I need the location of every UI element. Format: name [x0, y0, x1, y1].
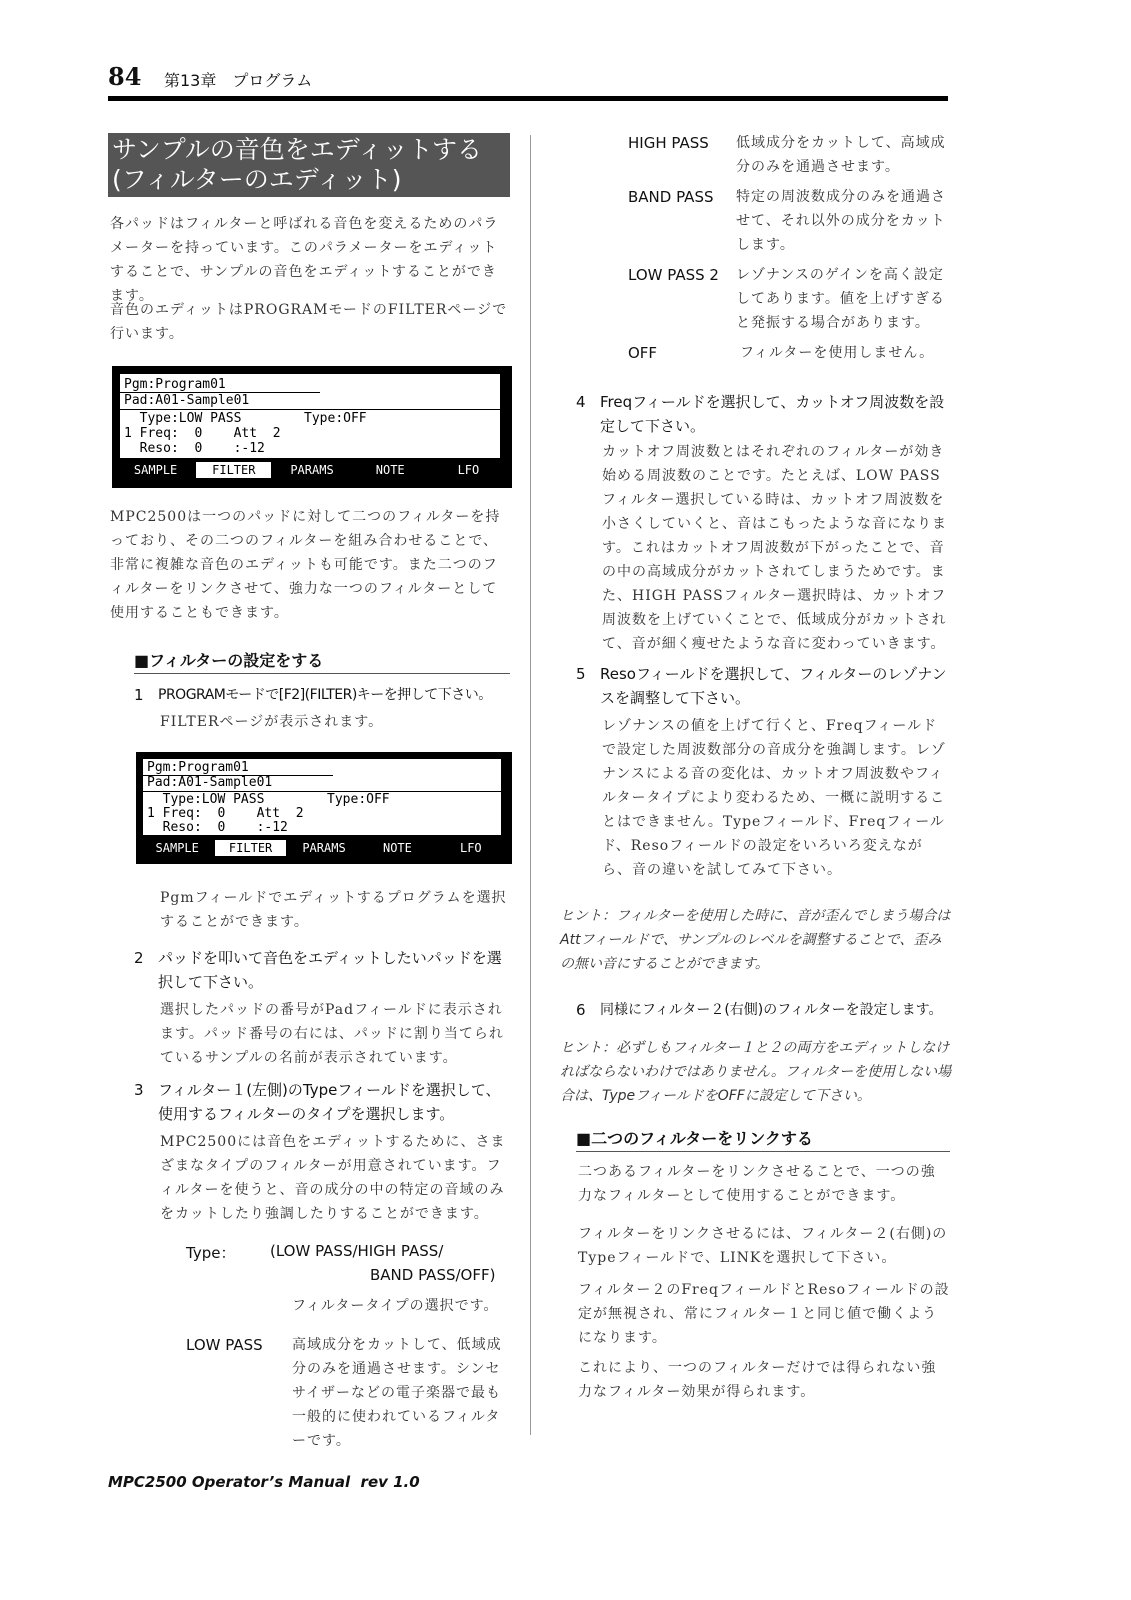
- lcd-tab-bar: [142, 840, 506, 856]
- link-paragraph-3: フィルター２のFreqフィールドとResoフィールドの設定が無視され、常にフィルター１と同じ値で働くようになります。: [578, 1282, 950, 1346]
- header-rule: [108, 96, 948, 101]
- section-title-line1: サンプルの音色をエディットする: [112, 135, 483, 164]
- step-number: 3: [134, 1081, 144, 1099]
- lcd-type-line: Type:LOW PASS Type:OFF: [124, 411, 367, 426]
- step-text: Resoフィールドを選択して、フィルターのレゾナンスを調整して下さい。: [600, 665, 947, 707]
- lcd-pad-line: Pad:A01-Sample01: [124, 393, 250, 408]
- footer-manual-title: MPC2500 Operator’s Manual rev 1.0: [108, 1473, 420, 1491]
- step-5: [576, 662, 952, 710]
- lcd-divider: [120, 409, 500, 410]
- step-text: Freqフィールドを選択して、カットオフ周波数を設定して下さい。: [600, 393, 945, 435]
- step-6: [576, 998, 956, 1022]
- filter-type-desc-off: フィルターを使用しません。: [740, 345, 935, 361]
- lcd-tab-filter: FILTER: [196, 462, 271, 478]
- lcd-pad-line: Pad:A01-Sample01: [147, 775, 273, 790]
- paragraph-dual-filter: MPC2500は一つのパッドに対して二つのフィルターを持っており、その二つのフィルターを組み合わせることで、非常に複雑な音色のエディットも可能です。また二つのフィルターをリンクさせて、強力な一つのフィルターとして使用することもできます。: [110, 509, 501, 621]
- link-paragraph-2: フィルターをリンクさせるには、フィルター２(右側)のTypeフィールドで、LINKを選択して下さい。: [578, 1226, 948, 1266]
- section-heading-filter-setup: ■フィルターの設定をする: [134, 648, 510, 674]
- type-param-label: Type：: [186, 1244, 236, 1262]
- filter-type-desc-bandpass: 特定の周波数成分のみを通過させて、それ以外の成分をカットします。: [736, 189, 946, 253]
- step-number: 4: [576, 393, 586, 411]
- lcd-tab-lfo: LFO: [459, 841, 482, 855]
- step-2-detail: 選択したパッドの番号がPadフィールドに表示されます。パッド番号の右には、パッドに割り当てられているサンプルの名前が表示されています。: [160, 1002, 504, 1066]
- filter-type-name-off: OFF: [628, 344, 658, 362]
- lcd-tab-bar: [118, 462, 506, 478]
- chapter-title: 第13章 プログラム: [164, 71, 313, 90]
- step-text: PROGRAMモードで[F2](FILTER)キーを押して下さい。: [158, 687, 492, 703]
- filter-type-desc-lowpass2: レゾナンスのゲインを高く設定してあります。値を上げすぎると発振する場合があります。: [736, 267, 945, 331]
- step-text: 同様にフィルター２(右側)のフィルターを設定します。: [600, 1002, 943, 1018]
- step-1: [134, 683, 514, 707]
- hint-optional-edit: ヒント：必ずしもフィルター１と２の両方をエディットしなければならないわけではありません。フィルターを使用しない場合は、TypeフィールドをOFFに設定して下さい。: [560, 1040, 952, 1104]
- step-text: フィルター１(左側)のTypeフィールドを選択して、使用するフィルターのタイプを選択します。: [158, 1081, 501, 1123]
- lcd-freq-line: 1 Freq: 0 Att 2: [124, 426, 281, 441]
- type-param-desc: フィルタータイプの選択です。: [292, 1298, 499, 1314]
- step-number: 5: [576, 665, 586, 683]
- filter-type-name-lowpass2: LOW PASS 2: [628, 266, 719, 284]
- column-divider: [530, 135, 531, 1435]
- filter-type-name-highpass: HIGH PASS: [628, 134, 709, 152]
- note-pgm-field: Pgmフィールドでエディットするプログラムを選択することができます。: [160, 890, 507, 930]
- lcd-display: [120, 374, 500, 458]
- lcd-tab-filter: FILTER: [215, 840, 285, 856]
- type-options-line1: (LOW PASS/HIGH PASS/: [270, 1242, 444, 1260]
- link-paragraph-4: これにより、一つのフィルターだけでは得られない強力なフィルター効果が得られます。: [578, 1360, 937, 1400]
- step-5-detail: レゾナンスの値を上げて行くと、Freqフィールドで設定した周波数部分の音成分を強調します。レゾナンスによる音の変化は、カットオフ周波数やフィルタータイプにより変わるため、一概に説明することはできません。Typeフィールド、Freqフィールド、Resoフィールドの設定をいろいろ変えながら、音の違いを試してみて下さい。: [602, 718, 946, 878]
- filter-type-name-lowpass: LOW PASS: [186, 1336, 263, 1354]
- step-3-detail: MPC2500には音色をエディットするために、さまざまなタイプのフィルターが用意されています。フィルターを使うと、音の成分の中の特定の音域のみをカットしたり強調したりすることができます。: [160, 1134, 506, 1222]
- lcd-reso-line: Reso: 0 :-12: [147, 820, 288, 835]
- lcd-freq-line: 1 Freq: 0 Att 2: [147, 806, 304, 821]
- lcd-tab-params: PARAMS: [290, 463, 334, 477]
- section-title-box: [108, 133, 510, 197]
- step-number: 6: [576, 1001, 586, 1019]
- lcd-reso-line: Reso: 0 :-12: [124, 441, 265, 456]
- section-heading-link-filters: ■二つのフィルターをリンクする: [576, 1126, 950, 1152]
- lcd-tab-note: NOTE: [382, 841, 412, 855]
- step-2: [134, 946, 512, 994]
- lcd-tab-sample: SAMPLE: [155, 841, 199, 855]
- step-4-detail: カットオフ周波数とはそれぞれのフィルターが効き始める周波数のことです。たとえば、LOW PASSフィルター選択している時は、カットオフ周波数を小さくしていくと、音はこもったような音になります。これはカットオフ周波数が下がったことで、音の中の高域成分がカットされてしまうためです。また、HIGH PASSフィルター選択時は、カットオフ周波数を上げていくことで、低域成分がカットされて、音が細く痩せたような音に変わっていきます。: [602, 444, 947, 652]
- lcd-display: [143, 759, 501, 835]
- lcd-tab-lfo: LFO: [457, 463, 480, 477]
- step-text: パッドを叩いて音色をエディットしたいパッドを選択して下さい。: [158, 949, 502, 991]
- step-4: [576, 390, 952, 438]
- page-number: 84: [108, 62, 142, 91]
- section-title-line2: (フィルターのエディット): [112, 165, 402, 194]
- type-options-line2: BAND PASS/OFF): [370, 1266, 496, 1284]
- intro-paragraph-2: 音色のエディットはPROGRAMモードのFILTERページで行います。: [110, 302, 508, 342]
- lcd-program-line: Pgm:Program01: [124, 377, 226, 392]
- step-number: 1: [134, 686, 144, 704]
- hint-distortion: ヒント：フィルターを使用した時に、音が歪んでしまう場合はAttフィールドで、サンプルのレベルを調整することで、歪みの無い音にすることができます。: [560, 908, 951, 972]
- step-1-detail: FILTERページが表示されます。: [160, 714, 384, 730]
- lcd-screenshot-2: [136, 752, 512, 864]
- step-number: 2: [134, 949, 144, 967]
- filter-type-desc-highpass: 低域成分をカットして、高域成分のみを通過させます。: [736, 135, 946, 175]
- filter-type-desc-lowpass: 高域成分をカットして、低域成分のみを通過させます。シンセサイザーなどの電子楽器で最も一般的に使われているフィルターです。: [292, 1337, 502, 1449]
- intro-paragraph-1: 各パッドはフィルターと呼ばれる音色を変えるためのパラメーターを持っています。このパラメーターをエディットすることで、サンプルの音色をエディットすることができます。: [110, 216, 499, 304]
- step-3: [134, 1078, 512, 1126]
- filter-type-name-bandpass: BAND PASS: [628, 188, 714, 206]
- lcd-tab-params: PARAMS: [302, 841, 346, 855]
- lcd-tab-note: NOTE: [375, 463, 405, 477]
- lcd-program-line: Pgm:Program01: [147, 760, 249, 775]
- lcd-type-line: Type:LOW PASS Type:OFF: [147, 792, 390, 807]
- lcd-tab-sample: SAMPLE: [133, 463, 178, 477]
- link-paragraph-1: 二つあるフィルターをリンクさせることで、一つの強力なフィルターとして使用することができます。: [578, 1164, 936, 1204]
- lcd-screenshot-1: [112, 366, 512, 488]
